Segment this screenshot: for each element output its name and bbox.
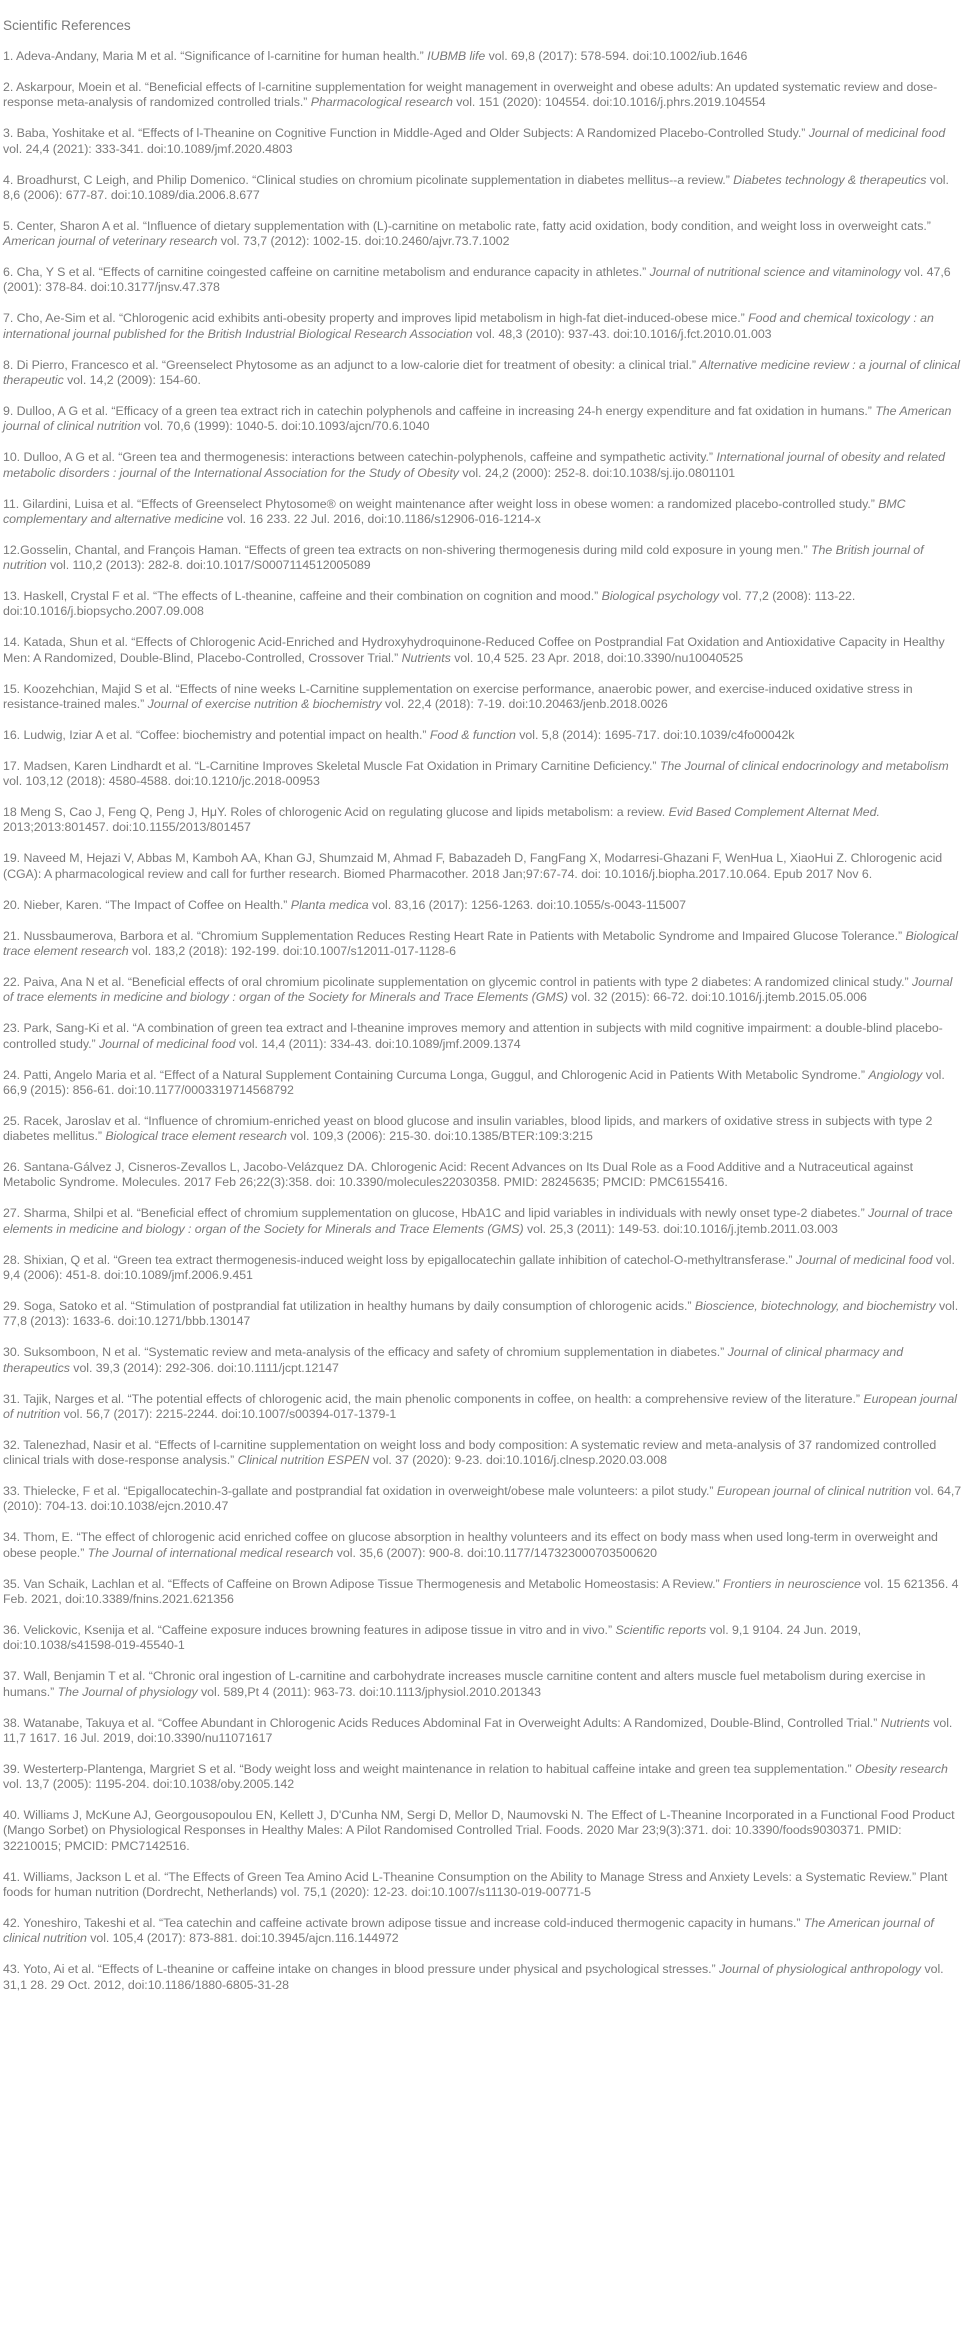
reference-text: 15. Koozehchian, Majid S et al. “Effects of nine weeks L-Carnitine supplementation on exercise performance, anaerobic power, and exercise-induced oxidative stress in resistance-trained males.” (3, 681, 913, 711)
reference-details: vol. 24,2 (2000): 252-8. doi:10.1038/sj.ijo.0801101 (458, 465, 736, 480)
reference-details: vol. 77,2 (2008): 113-22. doi:10.1016/j.biopsycho.2007.09.008 (3, 589, 856, 619)
reference-item (3, 126, 963, 157)
reference-item (3, 497, 963, 528)
reference-details: vol. 589,Pt 4 (2011): 963-73. doi:10.1113/jphysiol.2010.201343 (197, 1684, 541, 1699)
reference-details: vol. 8,6 (2006): 677-87. doi:10.1089/dia.2006.8.677 (3, 172, 949, 202)
reference-text: 20. Nieber, Karen. “The Impact of Coffee on Health.” (3, 897, 291, 912)
reference-details: vol. 35,6 (2007): 900-8. doi:10.1177/147323000703500620 (333, 1545, 657, 1560)
reference-details: vol. 10,4 525. 23 Apr. 2018, doi:10.3390/nu10040525 (450, 650, 744, 665)
journal-name: Planta medica (290, 897, 369, 912)
reference-text: 10. Dulloo, A G et al. “Green tea and thermogenesis: interactions between catechin-polyphenols, caffeine and sympathetic activity.” (3, 450, 717, 465)
reference-item (3, 728, 963, 743)
journal-name: Pharmacological research (310, 95, 453, 110)
reference-item (3, 1253, 963, 1284)
reference-text: 17. Madsen, Karen Lindhardt et al. “L-Carnitine Improves Skeletal Muscle Fat Oxidation in Primary Carnitine Deficiency.” (3, 758, 660, 773)
journal-name: Journal of nutritional science and vitaminology (649, 265, 901, 280)
reference-item (3, 1068, 963, 1099)
reference-text: 18 Meng S, Cao J, Feng Q, Peng J, HμY. Roles of chlorogenic Acid on regulating glucose and lipids metabolism: a review. (3, 805, 669, 820)
journal-name: Alternative medicine review : a journal of clinical therapeutic (3, 357, 960, 387)
journal-name: Diabetes technology & therapeutics (733, 172, 927, 187)
reference-text: 19. Naveed M, Hejazi V, Abbas M, Kamboh AA, Khan GJ, Shumzaid M, Ahmad F, Babazadeh D, FangFang X, Modarresi-Ghazani F, WenHua L, XiaoHui Z. Chlorogenic acid (CGA): A pharmacological review and call for further research. Biomed Pharmacother. 2018 Jan;97:67-74. doi: 10.1016/j.biopha.2017.10.064. Epub 2017 Nov 6. (3, 851, 943, 881)
reference-item (3, 1808, 963, 1854)
reference-item (3, 1870, 963, 1901)
reference-text: 36. Velickovic, Ksenija et al. “Caffeine exposure induces browning features in adipose tissue in vitro and in vivo.” (3, 1622, 616, 1637)
reference-text: 39. Westerterp-Plantenga, Margriet S et al. “Body weight loss and weight maintenance in relation to habitual caffeine intake and green tea supplementation.” (3, 1761, 855, 1776)
reference-details: vol. 73,7 (2012): 1002-15. doi:10.2460/ajvr.73.7.1002 (217, 234, 510, 249)
reference-item (3, 1438, 963, 1469)
reference-text: 33. Thielecke, F et al. “Epigallocatechin-3-gallate and postprandial fat oxidation in overweight/obese male volunteers: a pilot study.” (3, 1484, 717, 1499)
reference-text: 1. Adeva-Andany, Maria M et al. “Significance of l-carnitine for human health.” (3, 49, 428, 63)
reference-item (3, 404, 963, 435)
reference-text: 26. Santana-Gálvez J, Cisneros-Zevallos L, Jacobo-Velázquez DA. Chlorogenic Acid: Recent Advances on Its Dual Role as a Food Additive and a Nutraceutical against Metabolic Syndrome. Molecules. 2017 Feb 26;22(3):358. doi: 10.3390/molecules22030358. PMID: 28245635; PMCID: PMC6155416. (3, 1160, 914, 1190)
journal-name: Journal of trace elements in medicine and biology : organ of the Society for Minerals and Trace Elements (GMS) (3, 1206, 953, 1236)
journal-name: Nutrients (880, 1715, 930, 1730)
reference-item (3, 682, 963, 713)
journal-name: Evid Based Complement Alternat Med. (668, 805, 880, 820)
journal-name: Journal of medicinal food (795, 1252, 933, 1267)
reference-text: 11. Gilardini, Luisa et al. “Effects of Greenselect Phytosome® on weight maintenance after weight loss in obese women: a randomized placebo-controlled study.” (3, 496, 879, 511)
reference-details: vol. 77,8 (2013): 1633-6. doi:10.1271/bbb.130147 (3, 1298, 959, 1329)
reference-list (3, 49, 963, 1993)
reference-details: vol. 105,4 (2017): 873-881. doi:10.3945/ajcn.116.144972 (86, 1931, 399, 1946)
reference-text: 23. Park, Sang-Ki et al. “A combination of green tea extract and l-theanine improves memory and attention in subjects with mild cognitive impairment: a double-blind placebo-controlled study.” (3, 1021, 943, 1051)
reference-text: 32. Talenezhad, Nasir et al. “Effects of l-carnitine supplementation on weight loss and body composition: A systematic review and meta-analysis of 37 randomized controlled clinical trials with dose-response analysis.” (3, 1437, 937, 1468)
reference-text: 8. Di Pierro, Francesco et al. “Greenselect Phytosome as an adjunct to a low-calorie diet for treatment of obesity: a clinical trial.” (3, 357, 700, 372)
reference-item (3, 1484, 963, 1515)
reference-details: vol. 24,4 (2021): 333-341. doi:10.1089/jmf.2020.4803 (3, 141, 293, 156)
reference-item (3, 975, 963, 1006)
reference-details: vol. 16 233. 22 Jul. 2016, doi:10.1186/s12906-016-1214-x (223, 511, 541, 526)
reference-text: 31. Tajik, Narges et al. “The potential effects of chlorogenic acid, the main phenolic components in coffee, on health: a comprehensive review of the literature.” (3, 1391, 864, 1406)
reference-details: vol. 48,3 (2010): 937-43. doi:10.1016/j.fct.2010.01.003 (472, 326, 772, 341)
journal-name: Biological psychology (601, 589, 720, 604)
reference-text: 42. Yoneshiro, Takeshi et al. “Tea catechin and caffeine activate brown adipose tissue and increase cold-induced thermogenic capacity in humans.” (3, 1915, 804, 1930)
journal-name: The American journal of clinical nutrition (3, 403, 952, 434)
reference-details: vol. 69,8 (2017): 578-594. doi:10.1002/iub.1646 (485, 49, 748, 63)
reference-details: vol. 13,7 (2005): 1195-204. doi:10.1038/oby.2005.142 (3, 1777, 295, 1792)
journal-name: Clinical nutrition ESPEN (237, 1453, 370, 1468)
reference-item (3, 219, 963, 250)
reference-text: 43. Yoto, Ai et al. “Effects of L-theanine or caffeine intake on changes in blood pressure under physical and psychological stresses.” (3, 1962, 720, 1977)
reference-item (3, 1716, 963, 1747)
reference-item (3, 635, 963, 666)
reference-item (3, 311, 963, 342)
reference-text: 28. Shixian, Q et al. “Green tea extract thermogenesis-induced weight loss by epigallocatechin gallate inhibition of catechol-O-methyltransferase.” (3, 1252, 796, 1267)
reference-details: vol. 9,1 9104. 24 Jun. 2019, doi:10.1038/s41598-019-45540-1 (3, 1622, 862, 1653)
reference-details: vol. 64,7 (2010): 704-13. doi:10.1038/ejcn.2010.47 (3, 1484, 962, 1514)
journal-name: European journal of clinical nutrition (716, 1484, 912, 1499)
reference-item (3, 1669, 963, 1700)
journal-name: Food & function (429, 727, 516, 742)
reference-details: vol. 25,3 (2011): 149-53. doi:10.1016/j.jtemb.2011.03.003 (523, 1221, 838, 1236)
journal-name: Biological trace element research (3, 928, 958, 959)
reference-text: 25. Racek, Jaroslav et al. “Influence of chromium-enriched yeast on blood glucose and insulin variables, blood lipids, and markers of oxidative stress in subjects with type 2 diabetes mellitus.” (3, 1113, 933, 1144)
journal-name: Obesity research (854, 1761, 948, 1776)
reference-text: 5. Center, Sharon A et al. “Influence of dietary supplementation with (L)-carnitine on metabolic rate, fatty acid oxidation, body condition, and weight loss in overweight cats.” (3, 218, 931, 233)
reference-details: vol. 32 (2015): 66-72. doi:10.1016/j.jtemb.2015.05.006 (567, 990, 867, 1005)
reference-item (3, 265, 963, 296)
reference-details: 2013;2013:801457. doi:10.1155/2013/801457 (3, 820, 251, 835)
reference-text: 3. Baba, Yoshitake et al. “Effects of l-Theanine on Cognitive Function in Middle-Aged and Older Subjects: A Randomized Placebo-Controlled Study.” (3, 126, 809, 141)
reference-details: vol. 5,8 (2014): 1695-717. doi:10.1039/c4fo00042k (515, 727, 795, 742)
reference-item (3, 1021, 963, 1052)
reference-item (3, 1623, 963, 1654)
journal-name: Journal of clinical pharmacy and therapeutics (3, 1345, 904, 1375)
reference-item (3, 1762, 963, 1793)
reference-item (3, 1345, 963, 1376)
reference-details: vol. 151 (2020): 104554. doi:10.1016/j.phrs.2019.104554 (452, 95, 766, 110)
reference-item (3, 1916, 963, 1947)
reference-item (3, 805, 963, 836)
reference-item (3, 173, 963, 204)
page-title: Scientific References (3, 18, 131, 33)
journal-name: The Journal of international medical research (87, 1545, 334, 1560)
reference-item (3, 543, 963, 574)
reference-text: 22. Paiva, Ana N et al. “Beneficial effects of oral chromium picolinate supplementation on glycemic control in patients with type 2 diabetes: A randomized clinical study.” (3, 975, 913, 990)
reference-details: vol. 15 621356. 4 Feb. 2021, doi:10.3389/fnins.2021.621356 (3, 1576, 959, 1606)
journal-name: Journal of medicinal food (808, 126, 946, 141)
journal-name: American journal of veterinary research (3, 234, 218, 249)
reference-text: 6. Cha, Y S et al. “Effects of carnitine coingested caffeine on carnitine metabolism and endurance capacity in athletes.” (3, 265, 650, 280)
reference-details: vol. 110,2 (2013): 282-8. doi:10.1017/S0007114512005089 (46, 558, 371, 573)
journal-name: The Journal of physiology (57, 1684, 198, 1699)
reference-item (3, 80, 963, 111)
reference-text: 41. Williams, Jackson L et al. “The Effects of Green Tea Amino Acid L-Theanine Consumption on the Ability to Manage Stress and Anxiety Levels: a Systematic Review.” Plant foods for human nutrition (Dordrecht, Netherlands) vol. 75,1 (2020): 12-23. doi:10.1007/s11130-019-00771-5 (3, 1869, 948, 1899)
reference-text: 37. Wall, Benjamin T et al. “Chronic oral ingestion of L-carnitine and carbohydrate increases muscle carnitine content and alters muscle fuel metabolism during exercise in humans.” (3, 1669, 926, 1699)
reference-item (3, 759, 963, 790)
journal-name: IUBMB life (427, 49, 486, 63)
reference-item (3, 929, 963, 960)
reference-details: vol. 14,4 (2011): 334-43. doi:10.1089/jmf.2009.1374 (235, 1036, 521, 1051)
journal-name: Scientific reports (615, 1622, 707, 1637)
reference-details: vol. 37 (2020): 9-23. doi:10.1016/j.clnesp.2020.03.008 (369, 1453, 667, 1468)
reference-details: vol. 39,3 (2014): 292-306. doi:10.1111/jcpt.12147 (69, 1360, 339, 1375)
reference-item (3, 1577, 963, 1608)
journal-name: Angiology (868, 1067, 923, 1082)
reference-text: 12.Gosselin, Chantal, and François Haman. “Effects of green tea extracts on non-shivering thermogenesis during mild cold exposure in young men.” (3, 542, 811, 557)
reference-item (3, 1962, 963, 1993)
reference-text: 14. Katada, Shun et al. “Effects of Chlorogenic Acid-Enriched and Hydroxyhydroquinone-Reduced Coffee on Postprandial Fat Oxidation and Antioxidative Capacity in Healthy Men: A Randomized, Double-Blind, Placebo-Controlled, Crossover Trial.” (3, 635, 945, 665)
reference-text: 9. Dulloo, A G et al. “Efficacy of a green tea extract rich in catechin polyphenols and caffeine in increasing 24-h energy expenditure and fat oxidation in humans.” (3, 403, 876, 418)
reference-text: 34. Thom, E. “The effect of chlorogenic acid enriched coffee on glucose absorption in healthy volunteers and its effect on body mass when used long-term in overweight and obese people.” (3, 1530, 938, 1560)
reference-text: 24. Patti, Angelo Maria et al. “Effect of a Natural Supplement Containing Curcuma Longa, Guggul, and Chlorogenic Acid in Patients With Metabolic Syndrome.” (3, 1067, 869, 1082)
reference-text: 40. Williams J, McKune AJ, Georgousopoulou EN, Kellett J, D'Cunha NM, Sergi D, Mellor D, Naumovski N. The Effect of L-Theanine Incorporated in a Functional Food Product (Mango Sorbet) on Physiological Responses in Healthy Males: A Pilot Randomised Controlled Trial. Foods. 2020 Mar 23;9(3):371. doi: 10.3390/foods9030371. PMID: 32210015; PMCID: PMC7142516. (3, 1808, 955, 1853)
journal-name: Journal of medicinal food (98, 1036, 236, 1051)
reference-item (3, 1160, 963, 1191)
reference-text: 35. Van Schaik, Lachlan et al. “Effects of Caffeine on Brown Adipose Tissue Thermogenesis and Metabolic Homeostasis: A Review.” (3, 1576, 723, 1591)
journal-name: European journal of nutrition (3, 1391, 957, 1421)
reference-text: 7. Cho, Ae-Sim et al. “Chlorogenic acid exhibits anti-obesity property and improves lipid metabolism in high-fat diet-induced-obese mice.” (3, 311, 749, 326)
reference-text: 2. Askarpour, Moein et al. “Beneficial effects of l-carnitine supplementation for weight management in overweight and obese adults: An updated systematic review and dose-response meta-analysis of randomized controlled trials.” (3, 79, 938, 110)
reference-item (3, 358, 963, 389)
journal-name: Journal of exercise nutrition & biochemistry (147, 696, 382, 711)
journal-name: Nutrients (401, 650, 451, 665)
journal-name: BMC complementary and alternative medicine (3, 496, 906, 526)
reference-details: vol. 109,3 (2006): 215-30. doi:10.1385/BTER:109:3:215 (286, 1129, 593, 1144)
reference-text: 13. Haskell, Crystal F et al. “The effects of L-theanine, caffeine and their combination on cognition and mood.” (3, 589, 602, 604)
reference-item (3, 1299, 963, 1330)
reference-text: 16. Ludwig, Iziar A et al. “Coffee: biochemistry and potential impact on health.” (3, 727, 430, 742)
journal-name: Frontiers in neuroscience (723, 1576, 861, 1591)
reference-details: vol. 183,2 (2018): 192-199. doi:10.1007/s12011-017-1128-6 (128, 944, 456, 959)
reference-item (3, 450, 963, 481)
reference-details: vol. 11,7 1617. 16 Jul. 2019, doi:10.3390/nu11071617 (3, 1715, 953, 1745)
reference-item (3, 1392, 963, 1423)
reference-item (3, 1114, 963, 1145)
reference-details: vol. 14,2 (2009): 154-60. (63, 372, 201, 387)
journal-name: Journal of trace elements in medicine and biology : organ of the Society for Minerals and Trace Elements (GMS) (3, 975, 953, 1005)
reference-details: vol. 22,4 (2018): 7-19. doi:10.20463/jenb.2018.0026 (381, 696, 668, 711)
journal-name: Bioscience, biotechnology, and biochemistry (694, 1298, 936, 1313)
reference-text: 21. Nussbaumerova, Barbora et al. “Chromium Supplementation Reduces Resting Heart Rate in Patients with Metabolic Syndrome and Impaired Glucose Tolerance.” (3, 928, 906, 943)
reference-text: 29. Soga, Satoko et al. “Stimulation of postprandial fat utilization in healthy humans by daily consumption of chlorogenic acids.” (3, 1298, 695, 1313)
reference-details: vol. 9,4 (2006): 451-8. doi:10.1089/jmf.2006.9.451 (3, 1252, 955, 1282)
journal-name: International journal of obesity and related metabolic disorders : journal of the International Association for the Study of Obesity (3, 450, 945, 480)
reference-item (3, 49, 963, 64)
reference-text: 27. Sharma, Shilpi et al. “Beneficial effect of chromium supplementation on glucose, HbA1C and lipid variables in individuals with newly onset type-2 diabetes.” (3, 1206, 869, 1221)
reference-item (3, 589, 963, 620)
journal-name: Food and chemical toxicology : an international journal published for the British Industrial Biological Research Association (3, 311, 934, 341)
reference-details: vol. 47,6 (2001): 378-84. doi:10.3177/jnsv.47.378 (3, 265, 951, 295)
reference-text: 4. Broadhurst, C Leigh, and Philip Domenico. “Clinical studies on chromium picolinate supplementation in diabetes mellitus--a review.” (3, 172, 734, 187)
reference-item (3, 851, 963, 882)
reference-text: 38. Watanabe, Takuya et al. “Coffee Abundant in Chlorogenic Acids Reduces Abdominal Fat in Overweight Adults: A Randomized, Double-Blind, Controlled Trial.” (3, 1715, 881, 1730)
reference-details: vol. 70,6 (1999): 1040-5. doi:10.1093/ajcn/70.6.1040 (140, 419, 430, 434)
journal-name: The American journal of clinical nutrition (3, 1915, 934, 1946)
journal-name: The British journal of nutrition (3, 542, 924, 573)
reference-item (3, 1530, 963, 1561)
journal-name: The Journal of clinical endocrinology and metabolism (659, 758, 949, 773)
reference-details: vol. 83,16 (2017): 1256-1263. doi:10.1055/s-0043-115007 (368, 897, 686, 912)
reference-details: vol. 103,12 (2018): 4580-4588. doi:10.1210/jc.2018-00953 (3, 774, 320, 789)
journal-name: Biological trace element research (105, 1129, 287, 1144)
reference-text: 30. Suksomboon, N et al. “Systematic review and meta-analysis of the efficacy and safety of chromium supplementation in diabetes.” (3, 1345, 728, 1360)
reference-item (3, 898, 963, 913)
reference-details: vol. 66,9 (2015): 856-61. doi:10.1177/0003319714568792 (3, 1067, 945, 1097)
reference-details: vol. 56,7 (2017): 2215-2244. doi:10.1007/s00394-017-1379-1 (60, 1406, 397, 1421)
reference-item (3, 1206, 963, 1237)
journal-name: Journal of physiological anthropology (719, 1962, 922, 1977)
reference-details: vol. 31,1 28. 29 Oct. 2012, doi:10.1186/1880-6805-31-28 (3, 1962, 944, 1992)
